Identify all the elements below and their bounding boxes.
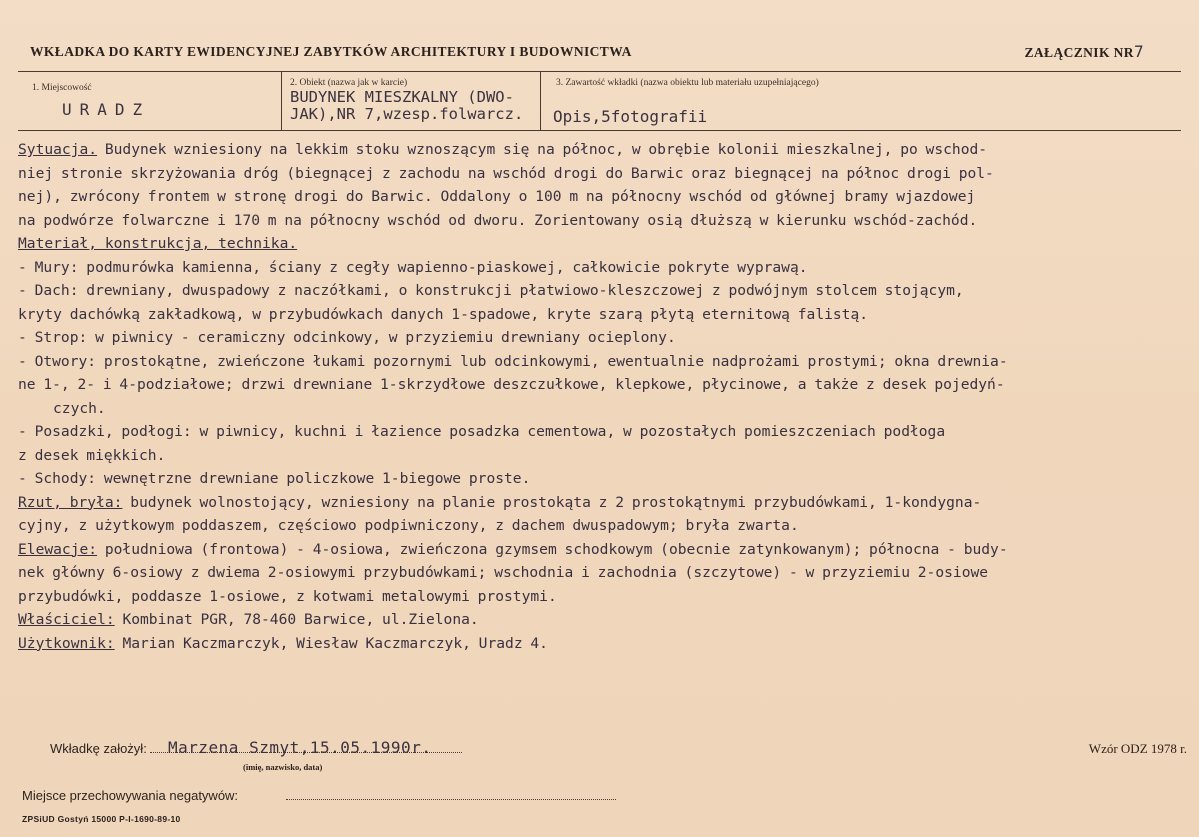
section-situation: Sytuacja. xyxy=(18,141,98,158)
line-elevations-end: przybudówki, poddasze 1-osiowe, z kotwami metalowymi prostymi. xyxy=(18,587,557,605)
section-user: Użytkownik: xyxy=(18,634,115,652)
line-1 xyxy=(18,138,1188,162)
print-info: ZPSiUD Gostyń 15000 P-I-1690-89-10 xyxy=(22,814,181,824)
line-user-text: Marian Kaczmarczyk, Wiesław Kaczmarczyk, Uradz 4. xyxy=(114,634,548,652)
line-roof-cont: kryty dachówką zakładkową, w przybudówkach danych 1-spadowe, kryte szarą płytą eternitową falistą. xyxy=(18,305,869,323)
line-floors: - Posadzki, podłogi: w piwnicy, kuchni i łazience posadzka cementowa, w pozostałych pomieszczeniach podłoga xyxy=(18,423,946,440)
founder-caption: (imię, nazwisko, data) xyxy=(243,762,323,772)
line-2: niej stronie skrzyżowania dróg (biegnącej z zachodu na wschód drogi do Barwic oraz biegnącej na północ drogi pol- xyxy=(18,164,994,182)
annex-label xyxy=(1025,42,1145,61)
contents-value: Opis,5fotografii xyxy=(553,107,708,126)
object-value-line-1: BUDYNEK MIESZKALNY (DWO- xyxy=(290,88,514,106)
object-label: 2. Obiekt (nazwa jak w karcie) xyxy=(290,78,408,88)
founder-value: Marzena Szmyt,15.05.1990r. xyxy=(168,738,432,757)
line-openings: - Otwory: prostokątne, zwieńczone łukami pozornymi lub odcinkowymi, ewentualnie nadprożami prostymi; okna drewnia- xyxy=(18,352,1008,370)
card-title: WKŁADKA DO KARTY EWIDENCYJNEJ ZABYTKÓW ARCHITEKTURY I BUDOWNICTWA xyxy=(30,44,632,59)
line-ceiling: - Strop: w piwnicy - ceramiczny odcinkowy, w przyziemiu drewniany ocieplony. xyxy=(18,329,676,346)
line-plan xyxy=(18,491,1188,515)
line-elevations-cont: nek główny 6-osiowy z dwiema 2-osiowymi przybudówkami; wschodnia i zachodnia (szczytowe) - w przyziemiu 2-osiowe xyxy=(18,564,989,581)
column-divider-1 xyxy=(281,72,282,130)
founder-label: Wkładkę założył: xyxy=(50,741,147,756)
section-owner: Właściciel: xyxy=(18,611,115,628)
line-openings-end: czych. xyxy=(53,399,106,417)
column-divider-2 xyxy=(540,72,541,130)
line-stairs: - Schody: wewnętrzne drewniane policzkowe 1-biegowe proste. xyxy=(18,470,531,487)
annex-number: 7 xyxy=(1133,42,1144,61)
line-owner-text: Kombinat PGR, 78-460 Barwice, ul.Zielona. xyxy=(114,611,479,628)
object-value-line-2: JAK),NR 7,wzesp.folwarcz. xyxy=(290,105,524,123)
line-3: nej), zwrócony frontem w stronę drogi do Barwic. Oddalony o 100 m na północny wschód od głównej bramy wjazdowej xyxy=(18,188,976,205)
object-value xyxy=(290,89,523,123)
description-text xyxy=(18,138,1188,655)
line-openings-cont: ne 1-, 2- i 4-podziałowe; drzwi drewniane 1-skrzydłowe deszczułkowe, klepkowe, płycinowe, a także z desek pojedyń- xyxy=(18,376,1005,393)
line-4: na podwórze folwarczne i 170 m na północny wschód od dworu. Zorientowany osią dłuższą w kierunku wschód-zachód. xyxy=(18,211,978,229)
line-walls: - Mury: podmurówka kamienna, ściany z cegły wapienno-piaskowej, całkowicie pokryte wyprawą. xyxy=(18,258,808,276)
locality-value: URADZ xyxy=(62,100,151,119)
storage-label: Miejsce przechowywania negatywów: xyxy=(22,788,239,803)
line-elevations xyxy=(18,538,1188,562)
annex-label-text: ZAŁĄCZNIK NR xyxy=(1024,45,1134,60)
line-user xyxy=(18,632,1188,656)
top-divider xyxy=(18,71,1181,72)
line-floors-cont: z desek miękkich. xyxy=(18,446,166,464)
section-plan: Rzut, bryła: xyxy=(18,493,123,511)
form-model: Wzór ODZ 1978 r. xyxy=(1088,741,1187,756)
header-divider xyxy=(18,130,1181,131)
line-roof: - Dach: drewniany, dwuspadowy z naczółkami, o konstrukcji płatwiowo-kleszczowej z podwójnym stolcem stojącym, xyxy=(18,282,964,299)
line-plan-text: budynek wolnostojący, wzniesiony na planie prostokąta z 2 prostokątnymi przybudówkami, 1-kondygna- xyxy=(122,493,982,511)
locality-label: 1. Miejscowość xyxy=(32,83,92,93)
section-elevations: Elewacje: xyxy=(18,540,98,558)
line-plan-cont: cyjny, z użytkowym poddaszem, częściowo podpiwniczony, z dachem dwuspadowym; bryła zwarta. xyxy=(18,517,799,534)
line-owner xyxy=(18,608,1188,632)
line-1-text: Budynek wzniesiony na lekkim stoku wznoszącym się na północ, w obrębie kolonii mieszkalnej, po wschod- xyxy=(97,141,988,158)
section-material: Materiał, konstrukcja, technika. xyxy=(18,235,298,252)
storage-dotted-line xyxy=(286,799,616,800)
line-elevations-text: południowa (frontowa) - 4-osiowa, zwieńczona gzymsem schodkowym (obecnie zatynkowanym); północna - budy- xyxy=(97,540,1008,558)
contents-label: 3. Zawartość wkładki (nazwa obiektu lub materiału uzupełniającego) xyxy=(556,78,819,88)
